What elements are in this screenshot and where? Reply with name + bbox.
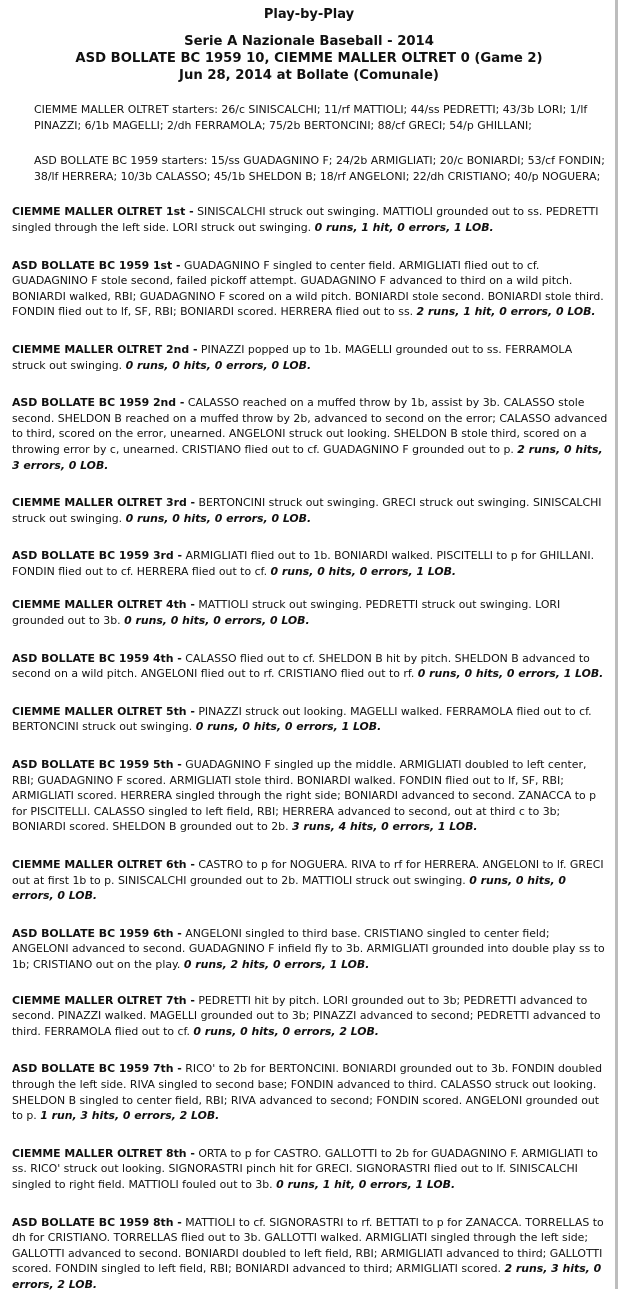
visitor-starters: CIEMME MALLER OLTRET starters: 26/c SINISCALCHI; 11/rf MATTIOLI; 44/ss PEDRETTI; 43/3b LORI; 1/lf PINAZZI; 6/1b MAGELLI; 2/dh FERRAMOLA; 75/2b BERTONCINI; 88/cf GRECI; 54/p GHILLANI; <box>34 102 606 133</box>
game-score-title: ASD BOLLATE BC 1959 10, CIEMME MALLER OLTRET 0 (Game 2) <box>0 50 618 67</box>
inning-play-text: ANGELONI singled to third base. CRISTIANO singled to center field; ANGELONI advanced to second. GUADAGNINO F infield fly to 3b. ARMIGLIATI grounded into double play ss to 1b; CRISTIANO out on the play. <box>12 927 605 971</box>
inning-entry <box>12 495 608 526</box>
inning-summary: 0 runs, 0 hits, 0 errors, 1 LOB. <box>418 667 604 680</box>
inning-entry <box>12 757 608 835</box>
inning-team-label: CIEMME MALLER OLTRET 7th - <box>12 994 195 1007</box>
inning-play-text: CALASSO flied out to cf. SHELDON B hit by pitch. SHELDON B advanced to second on a wild pitch. ANGELONI flied out to rf. CRISTIANO flied out to rf. <box>12 652 590 681</box>
inning-team-label: CIEMME MALLER OLTRET 8th - <box>12 1147 195 1160</box>
inning-team-label: CIEMME MALLER OLTRET 5th - <box>12 705 195 718</box>
report-type-title: Play-by-Play <box>0 7 618 22</box>
inning-play-text: ARMIGLIATI flied out to 1b. BONIARDI walked. PISCITELLI to p for GHILLANI. FONDIN flied out to cf. HERRERA flied out to cf. <box>12 549 594 578</box>
inning-entry <box>12 993 608 1040</box>
home-starters: ASD BOLLATE BC 1959 starters: 15/ss GUADAGNINO F; 24/2b ARMIGLIATI; 20/c BONIARDI; 53/cf FONDIN; 38/lf HERRERA; 10/3b CALASSO; 45/1b SHELDON B; 18/rf ANGELONI; 22/dh CRISTIANO; 40/p NOGUERA; <box>34 153 606 184</box>
inning-summary: 2 runs, 1 hit, 0 errors, 0 LOB. <box>417 305 596 318</box>
inning-entry <box>12 704 608 735</box>
inning-summary: 0 runs, 0 hits, 0 errors, 0 LOB. <box>126 359 312 372</box>
inning-entry <box>12 548 608 579</box>
inning-team-label: ASD BOLLATE BC 1959 1st - <box>12 259 181 272</box>
inning-team-label: CIEMME MALLER OLTRET 3rd - <box>12 496 195 509</box>
inning-play-text: BERTONCINI struck out swinging. GRECI struck out swinging. SINISCALCHI struck out swinging. <box>12 496 602 525</box>
inning-team-label: CIEMME MALLER OLTRET 1st - <box>12 205 194 218</box>
inning-team-label: CIEMME MALLER OLTRET 4th - <box>12 598 195 611</box>
inning-team-label: ASD BOLLATE BC 1959 7th - <box>12 1062 182 1075</box>
inning-entry <box>12 857 608 904</box>
inning-summary: 1 run, 3 hits, 0 errors, 2 LOB. <box>40 1109 219 1122</box>
inning-entry <box>12 1061 608 1123</box>
inning-entry <box>12 597 608 628</box>
inning-entry <box>12 1146 608 1193</box>
inning-summary: 0 runs, 0 hits, 0 errors, 0 LOB. <box>12 874 566 903</box>
inning-entry <box>12 258 608 320</box>
inning-team-label: ASD BOLLATE BC 1959 5th - <box>12 758 182 771</box>
inning-team-label: CIEMME MALLER OLTRET 2nd - <box>12 343 197 356</box>
inning-team-label: ASD BOLLATE BC 1959 2nd - <box>12 396 184 409</box>
inning-summary: 2 runs, 0 hits, 3 errors, 0 LOB. <box>12 443 603 472</box>
inning-play-text: PINAZZI popped up to 1b. MAGELLI grounded out to ss. FERRAMOLA struck out swinging. <box>12 343 572 372</box>
inning-team-label: ASD BOLLATE BC 1959 4th - <box>12 652 182 665</box>
inning-entry <box>12 342 608 373</box>
inning-team-label: ASD BOLLATE BC 1959 8th - <box>12 1216 182 1229</box>
inning-summary: 0 runs, 0 hits, 0 errors, 2 LOB. <box>193 1025 379 1038</box>
inning-team-label: ASD BOLLATE BC 1959 6th - <box>12 927 182 940</box>
innings-list <box>12 204 608 1292</box>
inning-play-text: PINAZZI struck out looking. MAGELLI walked. FERRAMOLA flied out to cf. BERTONCINI struck out swinging. <box>12 705 592 734</box>
inning-summary: 2 runs, 3 hits, 0 errors, 2 LOB. <box>12 1262 601 1291</box>
inning-summary: 0 runs, 1 hit, 0 errors, 1 LOB. <box>315 221 494 234</box>
inning-play-text: PEDRETTI hit by pitch. LORI grounded out to 3b; PEDRETTI advanced to second. PINAZZI walked. MAGELLI grounded out to 3b; PINAZZI advanced to second; PEDRETTI advanced to third. FERRAMOLA flied out to cf. <box>12 994 601 1038</box>
game-date-location: Jun 28, 2014 at Bollate (Comunale) <box>0 67 618 84</box>
inning-entry <box>12 204 608 235</box>
inning-play-text: ORTA to p for CASTRO. GALLOTTI to 2b for GUADAGNINO F. ARMIGLIATI to ss. RICO' struck out looking. SIGNORASTRI pinch hit for GRECI. SIGNORASTRI flied out to lf. SINISCALCHI singled to right field. MATTIOLI fouled out to 3b. <box>12 1147 598 1191</box>
inning-play-text: MATTIOLI to cf. SIGNORASTRI to rf. BETTATI to p for ZANACCA. TORRELLAS to dh for CRISTIANO. TORRELLAS flied out to 3b. GALLOTTI walked. ARMIGLIATI singled through the left side; GALLOTTI advanced to second. BONIARDI doubled to left field, RBI; ARMIGLIATI advanced to third; GALLOTTI scored. FONDIN singled to left field, RBI; BONIARDI advanced to third; ARMIGLIATI scored. <box>12 1216 604 1276</box>
inning-summary: 3 runs, 4 hits, 0 errors, 1 LOB. <box>292 820 478 833</box>
inning-play-text: GUADAGNINO F singled up the middle. ARMIGLIATI doubled to left center, RBI; GUADAGNINO F scored. ARMIGLIATI stole third. BONIARDI walked. FONDIN flied out to lf, SF, RBI; ARMIGLIATI scored. HERRERA singled through the right side; BONIARDI advanced to second. ZANACCA to p for PISCITELLI. CALASSO singled to left field, RBI; HERRERA advanced to second, out at third c to 3b; BONIARDI scored. SHELDON B grounded out to 2b. <box>12 758 596 833</box>
inning-entry <box>12 926 608 973</box>
inning-summary: 0 runs, 0 hits, 0 errors, 1 LOB. <box>271 565 457 578</box>
inning-play-text: MATTIOLI struck out swinging. PEDRETTI struck out swinging. LORI grounded out to 3b. <box>12 598 560 627</box>
starters-section <box>34 102 606 184</box>
inning-play-text: SINISCALCHI struck out swinging. MATTIOLI grounded out to ss. PEDRETTI singled through the left side. LORI struck out swinging. <box>12 205 598 234</box>
inning-summary: 0 runs, 0 hits, 0 errors, 0 LOB. <box>124 614 310 627</box>
inning-entry <box>12 651 608 682</box>
inning-summary: 0 runs, 2 hits, 0 errors, 1 LOB. <box>184 958 370 971</box>
inning-summary: 0 runs, 0 hits, 0 errors, 1 LOB. <box>196 720 382 733</box>
inning-team-label: CIEMME MALLER OLTRET 6th - <box>12 858 195 871</box>
inning-play-text: CASTRO to p for NOGUERA. RIVA to rf for HERRERA. ANGELONI to lf. GRECI out at first 1b to p. SINISCALCHI grounded out to 2b. MATTIOLI struck out swinging. <box>12 858 604 887</box>
league-title: Serie A Nazionale Baseball - 2014 <box>0 33 618 50</box>
report-header <box>0 7 618 84</box>
inning-summary: 0 runs, 0 hits, 0 errors, 0 LOB. <box>126 512 312 525</box>
inning-play-text: CALASSO reached on a muffed throw by 1b, assist by 3b. CALASSO stole second. SHELDON B reached on a muffed throw by 2b, advanced to second on the error; CALASSO advanced to third, scored on the error, unearned. ANGELONI struck out looking. SHELDON B stole third, scored on a throwing error by c, unearned. CRISTIANO flied out to cf. GUADAGNINO F grounded out to p. <box>12 396 607 456</box>
inning-summary: 0 runs, 1 hit, 0 errors, 1 LOB. <box>276 1178 455 1191</box>
inning-play-text: RICO' to 2b for BERTONCINI. BONIARDI grounded out to 3b. FONDIN doubled through the left side. RIVA singled to second base; FONDIN advanced to third. CALASSO struck out looking. SHELDON B singled to center field, RBI; RIVA advanced to second; FONDIN scored. ANGELONI grounded out to p. <box>12 1062 602 1122</box>
inning-entry <box>12 1215 608 1292</box>
inning-entry <box>12 395 608 473</box>
inning-play-text: GUADAGNINO F singled to center field. ARMIGLIATI flied out to cf. GUADAGNINO F stole second, failed pickoff attempt. GUADAGNINO F advanced to third on a wild pitch. BONIARDI walked, RBI; GUADAGNINO F scored on a wild pitch. BONIARDI stole second. BONIARDI stole third. FONDIN flied out to lf, SF, RBI; BONIARDI scored. HERRERA flied out to ss. <box>12 259 604 319</box>
inning-team-label: ASD BOLLATE BC 1959 3rd - <box>12 549 182 562</box>
